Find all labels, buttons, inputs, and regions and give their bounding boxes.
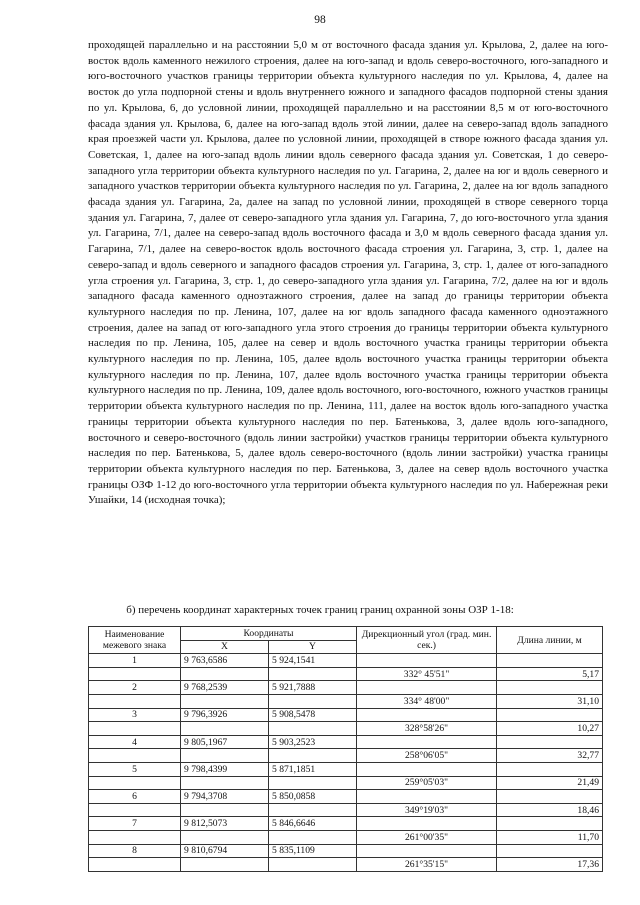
empty-cell [89, 776, 181, 790]
point-y: 5 921,7888 [269, 681, 357, 695]
point-row [89, 654, 603, 668]
empty-cell [357, 654, 497, 668]
segment-length: 11,70 [497, 830, 603, 844]
point-mark: 3 [89, 708, 181, 722]
point-mark: 8 [89, 844, 181, 858]
empty-cell [181, 722, 269, 736]
point-mark: 2 [89, 681, 181, 695]
segment-direction: 328°58'26" [357, 722, 497, 736]
point-y: 5 871,1851 [269, 762, 357, 776]
empty-cell [89, 830, 181, 844]
empty-cell [497, 681, 603, 695]
empty-cell [357, 844, 497, 858]
table-caption: б) перечень координат характерных точек границ границ охранной зоны ОЗР 1-18: [126, 604, 514, 616]
empty-cell [181, 749, 269, 763]
empty-cell [269, 803, 357, 817]
empty-cell [357, 817, 497, 831]
point-y: 5 903,2523 [269, 735, 357, 749]
segment-row [89, 830, 603, 844]
point-x: 9 763,6586 [181, 654, 269, 668]
segment-direction: 259°05'03" [357, 776, 497, 790]
segment-row [89, 722, 603, 736]
point-row [89, 681, 603, 695]
point-y: 5 908,5478 [269, 708, 357, 722]
empty-cell [497, 762, 603, 776]
segment-row [89, 749, 603, 763]
point-x: 9 805,1967 [181, 735, 269, 749]
empty-cell [269, 776, 357, 790]
empty-cell [181, 803, 269, 817]
empty-cell [89, 694, 181, 708]
point-row [89, 762, 603, 776]
point-mark: 5 [89, 762, 181, 776]
point-row [89, 790, 603, 804]
empty-cell [269, 858, 357, 872]
point-mark: 6 [89, 790, 181, 804]
point-y: 5 924,1541 [269, 654, 357, 668]
empty-cell [357, 762, 497, 776]
point-x: 9 794,3708 [181, 790, 269, 804]
segment-length: 21,49 [497, 776, 603, 790]
point-x: 9 798,4399 [181, 762, 269, 776]
segment-direction: 332° 45'51" [357, 667, 497, 681]
empty-cell [181, 694, 269, 708]
table-body [89, 654, 603, 872]
body-paragraph: проходящей параллельно и на расстоянии 5,0 м от восточного фасада здания ул. Крылова, 2, далее на юго-восток вдоль каменного нежилого строения, далее на юго-запад и вдоль северо-восточного, юго-западного и юго-восточного участков границы территории объекта культурного наследия по ул. Крылова, 4, далее на восток до угла подпорной стены и вдоль внутреннего южного и западного фасадов подпорной стены здания по ул. Крылова, 6, до условной линии, проходящей параллельно и на расстоянии 8,5 м от юго-восточного фасада здания ул. Крылова, 6, далее на юго-запад вдоль этой линии, далее на северо-запад вдоль западного края проезжей части ул. Крылова, далее по условной линии, проходящей в створе южного фасада здания ул. Советская, 1, далее на юго-запад вдоль линии вдоль северного фасада здания ул. Советская, 1 до северо-западного угла территории объекта культурного наследия по ул. Гагарина, 2, далее на юг и вдоль северного и западного участков территории объекта культурного наследия по ул. Гагарина, 2, далее на юг вдоль западного фасада здания ул. Гагарина, 2а, далее на запад по условной линии, проходящей в створе северного торца здания ул. Гагарина, 7, далее от северо-западного угла здания ул. Гагарина, 7, до юго-восточного угла здания ул. Гагарина, 7/1, далее на северо-запад вдоль восточного фасада и 3,0 м вдоль северного фасада здания ул. Гагарина, 7/1, далее на северо-восток вдоль восточного фасада строения ул. Гагарина, 3, стр. 1, далее на северо-запад и вдоль северного и западного фасадов строения ул. Гагарина, 3, стр. 1, далее от юго-западного угла строения ул. Гагарина, 3, стр. 1, до северо-западного угла здания ул. Гагарина, 7/2, далее на юг и вдоль западного фасада каменного одноэтажного строения, далее на запад до границы территории объекта культурного наследия по пр. Ленина, 107, далее на юг вдоль западного фасада каменного одноэтажного строения, далее на запад от юго-западного угла этого строения до границы территории объекта культурного наследия по пр. Ленина, 105, далее на север и вдоль восточного участка границы территории объекта культурного наследия по пр. Ленина, 105, далее вдоль восточного участка границы территории объекта культурного наследия по пр. Ленина, 107, далее вдоль восточного участка границы территории объекта культурного наследия по пр. Ленина, 109, далее вдоль восточного, юго-восточного, южного участков границы территории объекта культурного наследия по пр. Ленина, 111, далее на восток вдоль юго-западного участка границы территории объекта культурного наследия по пер. Батенькова, 3, далее вдоль юго-западного, восточного и северо-восточного (вдоль линии застройки) участков границы территории объекта культурного наследия по пер. Батенькова, 5, далее вдоль северо-восточного (вдоль линии застройки) участка границы территории объекта культурного наследия по пер. Батенькова, 3, далее на север вдоль восточного участка границы ОЗФ 1-12 до юго-восточного угла территории объекта культурного наследия по ул. Набережная реки Ушайки, 14 (исходная точка); [88, 39, 608, 507]
segment-direction: 334° 48'00" [357, 694, 497, 708]
empty-cell [269, 667, 357, 681]
segment-direction: 261°00'35" [357, 830, 497, 844]
empty-cell [181, 858, 269, 872]
point-row [89, 708, 603, 722]
empty-cell [89, 749, 181, 763]
point-mark: 7 [89, 817, 181, 831]
empty-cell [357, 708, 497, 722]
empty-cell [497, 790, 603, 804]
point-y: 5 850,0858 [269, 790, 357, 804]
segment-row [89, 694, 603, 708]
point-x: 9 768,2539 [181, 681, 269, 695]
empty-cell [357, 681, 497, 695]
empty-cell [497, 708, 603, 722]
header-y: Y [269, 640, 357, 654]
empty-cell [181, 776, 269, 790]
empty-cell [89, 722, 181, 736]
segment-length: 10,27 [497, 722, 603, 736]
segment-row [89, 803, 603, 817]
empty-cell [269, 694, 357, 708]
empty-cell [181, 667, 269, 681]
segment-row [89, 667, 603, 681]
point-row [89, 817, 603, 831]
header-length: Длина линии, м [497, 627, 603, 654]
segment-length: 32,77 [497, 749, 603, 763]
point-row [89, 735, 603, 749]
point-x: 9 810,6794 [181, 844, 269, 858]
empty-cell [497, 844, 603, 858]
empty-cell [89, 803, 181, 817]
segment-direction: 349°19'03" [357, 803, 497, 817]
segment-length: 17,36 [497, 858, 603, 872]
header-mark: Наименование межевого знака [89, 627, 181, 654]
table-header-row [89, 627, 603, 641]
header-direction: Дирекционный угол (град. мин. сек.) [357, 627, 497, 654]
point-x: 9 812,5073 [181, 817, 269, 831]
empty-cell [269, 830, 357, 844]
empty-cell [357, 790, 497, 804]
empty-cell [497, 654, 603, 668]
segment-length: 31,10 [497, 694, 603, 708]
segment-row [89, 858, 603, 872]
empty-cell [497, 817, 603, 831]
segment-direction: 261°35'15" [357, 858, 497, 872]
point-row [89, 844, 603, 858]
segment-length: 18,46 [497, 803, 603, 817]
header-x: X [181, 640, 269, 654]
point-x: 9 796,3926 [181, 708, 269, 722]
point-mark: 4 [89, 735, 181, 749]
segment-length: 5,17 [497, 667, 603, 681]
header-coordinates: Координаты [181, 627, 357, 641]
point-y: 5 835,1109 [269, 844, 357, 858]
empty-cell [181, 830, 269, 844]
segment-direction: 258°06'05" [357, 749, 497, 763]
empty-cell [357, 735, 497, 749]
empty-cell [89, 858, 181, 872]
point-y: 5 846,6646 [269, 817, 357, 831]
empty-cell [89, 667, 181, 681]
empty-cell [269, 722, 357, 736]
segment-row [89, 776, 603, 790]
empty-cell [269, 749, 357, 763]
page-number: 98 [314, 14, 326, 26]
coordinates-table [88, 626, 603, 872]
empty-cell [497, 735, 603, 749]
point-mark: 1 [89, 654, 181, 668]
